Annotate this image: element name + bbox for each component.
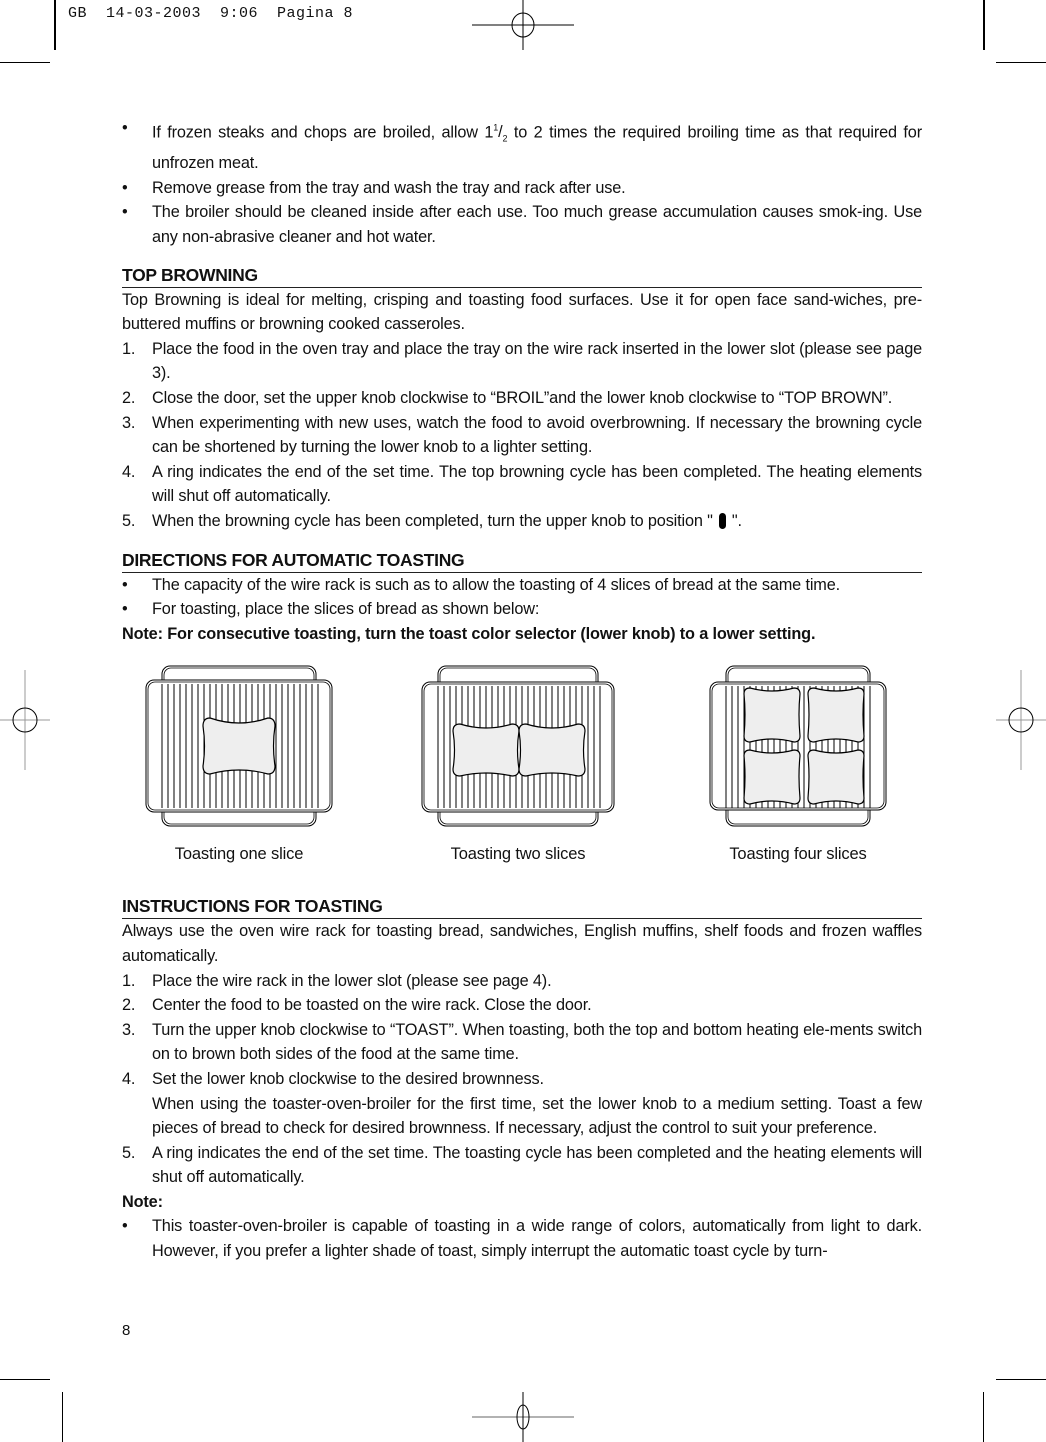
bullet-item: • This toaster-oven-broiler is capable of toasting in a wide range of colors, automatically from light to dark. However, if you prefer a lighter shade of toast, simply interrupt the automatic toast cycle by turn- <box>122 1217 922 1261</box>
crop-mark <box>996 1379 1046 1380</box>
figure-caption: Toasting four slices <box>729 844 867 863</box>
step-item: 1. Place the wire rack in the lower slot (please see page 4). <box>122 971 552 990</box>
figure-caption: Toasting two slices <box>450 844 586 863</box>
registration-mark-icon <box>472 0 574 52</box>
wire-rack-one-slice-icon <box>144 664 334 828</box>
section-heading-automatic-toasting: DIRECTIONS FOR AUTOMATIC TOASTING <box>122 548 922 573</box>
note-label: Note: <box>122 1192 163 1211</box>
toasting-figures <box>122 664 922 874</box>
step-item: 5. A ring indicates the end of the set time. The toasting cycle has been completed and the heating elements will shut off automatically. <box>122 1143 922 1187</box>
bullet-item: • If frozen steaks and chops are broiled, allow $1^1/_2$ to 2 times the required broiling time as that required for unfrozen meat. <box>122 116 922 176</box>
crop-mark <box>983 1392 984 1442</box>
crop-mark <box>54 0 56 50</box>
bullet-item: • The capacity of the wire rack is such as to allow the toasting of 4 slices of bread at the same time. <box>122 575 840 594</box>
knob-off-position-icon <box>719 513 726 529</box>
wire-rack-four-slices-icon <box>708 664 888 828</box>
section-intro: Always use the oven wire rack for toasting bread, sandwiches, English muffins, shelf foods and frozen waffles automatically. <box>122 922 922 965</box>
section-intro: Top Browning is ideal for melting, crisping and toasting food surfaces. Use it for open face sand-wiches, pre-buttered muffins or browning cooked casseroles. <box>122 290 922 334</box>
step-item: 5. When the browning cycle has been completed, turn the upper knob to position " ". <box>122 511 742 530</box>
bullet-item: • For toasting, place the slices of bread as shown below: <box>122 600 540 619</box>
wire-rack-two-slices-icon <box>420 664 616 828</box>
bullet-marker: • <box>122 119 128 137</box>
step-item: 1. Place the food in the oven tray and place the tray on the wire rack inserted in the lower slot (please see page 3). <box>122 339 922 383</box>
crop-mark <box>62 1392 63 1442</box>
section-heading-top-browning: TOP BROWNING <box>122 263 922 288</box>
figure-one-slice <box>144 664 334 866</box>
bullet-marker: • <box>122 178 128 197</box>
registration-mark-icon <box>472 1392 574 1442</box>
crop-mark <box>996 62 1046 63</box>
fraction: $^1/_2$ <box>493 123 508 144</box>
step-item: 3. Turn the upper knob clockwise to “TOAST”. When toasting, both the top and bottom heating ele-ments switch on to brown both sides of the food at the same time. <box>122 1020 922 1064</box>
section-heading-instructions-toasting: INSTRUCTIONS FOR TOASTING <box>122 894 922 919</box>
figure-caption: Toasting one slice <box>174 844 304 863</box>
page-content <box>122 116 922 1264</box>
bullet-item: • The broiler should be cleaned inside after each use. Too much grease accumulation causes smok-ing. Use any non-abrasive cleaner and hot water. <box>122 200 922 249</box>
registration-mark-icon <box>0 670 52 770</box>
bullet-marker: • <box>122 203 128 222</box>
figure-two-slices <box>420 664 616 866</box>
crop-mark <box>983 0 985 50</box>
step-item: 2. Close the door, set the upper knob clockwise to “BROIL”and the lower knob clockwise to “TOP BROWN”. <box>122 389 893 408</box>
step-item: 4. A ring indicates the end of the set time. The top browning cycle has been completed. The heating elements will shut off automatically. <box>122 462 922 506</box>
crop-mark <box>0 62 50 63</box>
figure-four-slices <box>708 664 888 866</box>
page-number: 8 <box>122 1322 131 1339</box>
bullet-item: • Remove grease from the tray and wash the tray and rack after use. <box>122 176 922 201</box>
step-item: 4. Set the lower knob clockwise to the desired brownness. When using the toaster-oven-broiler for the first time, set the lower knob to a medium setting. Toast a few pieces of bread to check for desired brownness. If necessary, adjust the control to suit your preference. <box>122 1069 922 1138</box>
crop-mark <box>0 1379 50 1380</box>
toasting-note: Note: For consecutive toasting, turn the toast color selector (lower knob) to a lower setting. <box>122 624 816 643</box>
step-item: 3. When experimenting with new uses, watch the food to avoid overbrowning. If necessary the browning cycle can be shortened by turning the lower knob to a lighter setting. <box>122 413 922 457</box>
print-slug: GB 14-03-2003 9:06 Pagina 8 <box>68 5 354 22</box>
step-item: 2. Center the food to be toasted on the wire rack. Close the door. <box>122 996 592 1015</box>
registration-mark-icon <box>994 670 1046 770</box>
